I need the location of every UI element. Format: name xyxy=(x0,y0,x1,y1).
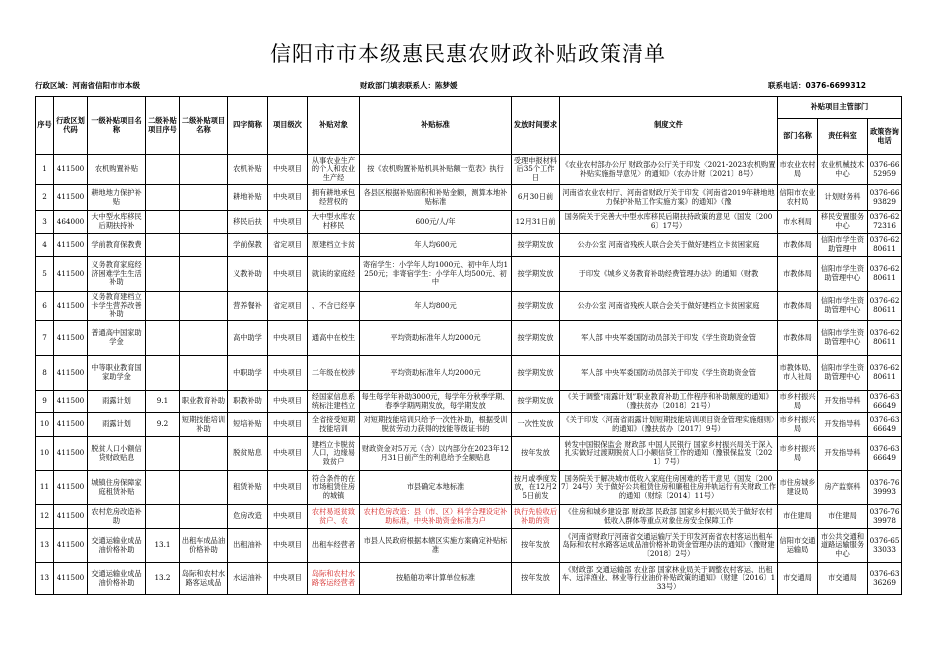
cell-doc: 《财政部 交通运输部 农业部 国家林业局关于调整农村客运、出租车、远洋渔业、林业等行业油价补贴政策的通知》（财建〔2016〕133号） xyxy=(560,563,778,595)
cell-l2seq xyxy=(146,505,180,529)
cell-target: 从事农业生产的个人和农业生产经 xyxy=(308,155,360,185)
cell-office: 信阳市学生资助管理中心 xyxy=(818,292,868,321)
phone-label: 联系电话：0376-6699312 xyxy=(768,81,867,90)
cell-doc: 《河南省财政厅河南省交通运输厅关于印发河南省农村客运出租车岛际和农村水路客运成品油价格补助资金管理办法的通知》（豫财建〔2018〕2号） xyxy=(560,529,778,563)
header-tel: 政策咨询电话 xyxy=(868,119,902,155)
cell-abbr: 职教补助 xyxy=(228,391,268,413)
cell-doc: 《农业农村部办公厅 财政部办公厅关于印发〈2021-2023农机购置补贴实施指导意见〉的通知》（农办计财〔2021〕8号） xyxy=(560,155,778,185)
cell-standard: 按船舶功率计算单位标准 xyxy=(360,563,512,595)
cell-doc: 转发中国银保监会 财政部 中国人民银行 国家乡村振兴局关于深入扎实做好过渡期脱贫人口小额信贷工作的通知（豫银保监发〔2021〕7号） xyxy=(560,437,778,471)
cell-time: 按学期发放 xyxy=(512,292,560,321)
cell-seq: 11 xyxy=(36,471,54,505)
cell-seq: 6 xyxy=(36,292,54,321)
cell-abbr: 学前保教 xyxy=(228,234,268,257)
table-row xyxy=(36,155,902,185)
cell-office: 市公共交通和道路运输服务中心 xyxy=(818,529,868,563)
cell-l2seq xyxy=(146,321,180,356)
cell-time: 按月或季度发放，在12月25日前发 xyxy=(512,471,560,505)
cell-level: 省定项目 xyxy=(268,292,308,321)
table-row xyxy=(36,292,902,321)
cell-dept: 市教体局 xyxy=(778,292,818,321)
cell-l2: 岛际和农村水路客运成品 xyxy=(180,563,228,595)
page-title: 信阳市市本级惠民惠农财政补贴政策清单 xyxy=(270,42,666,66)
cell-l2 xyxy=(180,234,228,257)
cell-abbr: 脱贫贴息 xyxy=(228,437,268,471)
cell-l2seq xyxy=(146,257,180,292)
cell-doc: 国务院关于完善大中型水库移民后期扶持政策的意见（国发〔2006〕17号） xyxy=(560,211,778,234)
cell-level: 中央项目 xyxy=(268,257,308,292)
cell-target: 大中型水库农村移民 xyxy=(308,211,360,234)
cell-l1: 学前教育保教费 xyxy=(88,234,146,257)
cell-level: 中央项目 xyxy=(268,505,308,529)
cell-seq: 13 xyxy=(36,529,54,563)
table-row xyxy=(36,391,902,413)
cell-seq: 4 xyxy=(36,234,54,257)
cell-standard: 按《农机购置补贴机具补贴额一览表》执行 xyxy=(360,155,512,185)
cell-target: 农村易返贫致贫户、农 xyxy=(308,505,360,529)
cell-doc: 国务院关于解决城市低收入家庭住房困难的若干意见（国发〔2007〕24号）关于做好公共租赁住房和廉租住房并轨运行有关财政工作的通知（财综〔2014〕11号） xyxy=(560,471,778,505)
cell-doc: 《关于印发〈河南省雨露计划短期技能培训项目资金管理实施细则〉的通知》（豫扶贫办〔2017〕9号） xyxy=(560,413,778,437)
cell-standard: 市县人民政府根据本辖区实施方案确定补贴标准 xyxy=(360,529,512,563)
cell-l2 xyxy=(180,185,228,211)
cell-l2seq xyxy=(146,211,180,234)
header-dept-group: 补贴项目主管部门 xyxy=(778,97,902,119)
cell-level: 中央项目 xyxy=(268,185,308,211)
cell-standard: 600元/人/年 xyxy=(360,211,512,234)
cell-l1: 雨露计划 xyxy=(88,391,146,413)
cell-dept: 市水利局 xyxy=(778,211,818,234)
cell-doc: 军人部 中央军委国防动员部关于印发《学生资助资金管 xyxy=(560,356,778,391)
cell-l2 xyxy=(180,155,228,185)
cell-target: 经国家信息系统标注建档立 xyxy=(308,391,360,413)
cell-l2 xyxy=(180,356,228,391)
cell-office: 农业机械技术中心 xyxy=(818,155,868,185)
cell-code: 411500 xyxy=(54,185,88,211)
cell-tel: 0376-6280611 xyxy=(868,257,902,292)
header-target: 补贴对象 xyxy=(308,97,360,155)
cell-code: 411500 xyxy=(54,471,88,505)
cell-code: 411500 xyxy=(54,413,88,437)
cell-dept: 信阳市交通运输局 xyxy=(778,529,818,563)
header-level: 项目级次 xyxy=(268,97,308,155)
cell-tel: 0376-6366649 xyxy=(868,413,902,437)
cell-code: 411500 xyxy=(54,391,88,413)
cell-standard: 每生每学年补助3000元，每学年分秋季学期、春季学期两期发放，每学期发放 xyxy=(360,391,512,413)
cell-level: 中央项目 xyxy=(268,529,308,563)
cell-l1: 城镇住房保障家庭租赁补贴 xyxy=(88,471,146,505)
cell-abbr: 危房改造 xyxy=(228,505,268,529)
cell-dept: 市住房城乡建设局 xyxy=(778,471,818,505)
cell-target: 拥有耕地承包经营权的 xyxy=(308,185,360,211)
cell-time: 执行先验收后补助的资 xyxy=(512,505,560,529)
cell-dept: 市教体局 xyxy=(778,257,818,292)
table-row xyxy=(36,437,902,471)
cell-target: 二年级在校涉 xyxy=(308,356,360,391)
cell-l1: 交通运输业成品油价格补助 xyxy=(88,529,146,563)
cell-l2 xyxy=(180,471,228,505)
cell-seq: 7 xyxy=(36,321,54,356)
cell-office: 信阳市学生资助管理中心 xyxy=(818,257,868,292)
cell-time: 按年发放 xyxy=(512,437,560,471)
cell-office: 房产监察科 xyxy=(818,471,868,505)
cell-l1: 耕地地力保护补贴 xyxy=(88,185,146,211)
cell-code: 411500 xyxy=(54,292,88,321)
header-l2: 二级补贴项目名称 xyxy=(180,97,228,155)
table-row xyxy=(36,529,902,563)
table-row xyxy=(36,356,902,391)
cell-l1: 交通运输业成品油价格补助 xyxy=(88,563,146,595)
cell-abbr: 短培补贴 xyxy=(228,413,268,437)
cell-doc: 公办公室 河南省残疾人联合会关于做好建档立卡贫困家庭 xyxy=(560,292,778,321)
cell-l2 xyxy=(180,292,228,321)
cell-time: 按学期发放 xyxy=(512,356,560,391)
cell-time: 一次性发放 xyxy=(512,413,560,437)
cell-abbr: 高中助学 xyxy=(228,321,268,356)
cell-abbr: 水运油补 xyxy=(228,563,268,595)
cell-standard: 年人均600元 xyxy=(360,234,512,257)
header-abbr: 四字简称 xyxy=(228,97,268,155)
cell-l2seq: 13.1 xyxy=(146,529,180,563)
cell-standard: 财政资金对5万元（含）以内部分在2023年12月31日前产生的利息给予全额贴息 xyxy=(360,437,512,471)
cell-office: 信阳市学生资助管理中心 xyxy=(818,321,868,356)
cell-doc: 军人部 中央军委国防动员部关于印发《学生资助资金管 xyxy=(560,321,778,356)
cell-abbr: 中职助学 xyxy=(228,356,268,391)
cell-abbr: 农机补贴 xyxy=(228,155,268,185)
cell-l1: 雨露计划 xyxy=(88,413,146,437)
header-l1: 一级补贴项目名称 xyxy=(88,97,146,155)
contact-label: 财政部门填表联系人：陈梦媛 xyxy=(360,81,458,90)
cell-standard: 平均资助标准年人均2000元 xyxy=(360,356,512,391)
cell-abbr: 移民后扶 xyxy=(228,211,268,234)
cell-target: 岛际和农村水路客运经营者 xyxy=(308,563,360,595)
cell-dept: 市住建局 xyxy=(778,505,818,529)
cell-target: 出租车经营者 xyxy=(308,529,360,563)
table-row xyxy=(36,505,902,529)
cell-dept: 市教体局 xyxy=(778,234,818,257)
table-row xyxy=(36,563,902,595)
cell-l1: 中等职业教育国家助学金 xyxy=(88,356,146,391)
cell-standard: 平均资助标准年人均2000元 xyxy=(360,321,512,356)
cell-time: 按年发放 xyxy=(512,563,560,595)
cell-l2seq xyxy=(146,356,180,391)
cell-office: 移民安置服务中心 xyxy=(818,211,868,234)
cell-doc: 河南省农业农村厅、河南省财政厅关于印发《河南省2019年耕地地力保护补贴工作实施方案》的通知》（豫 xyxy=(560,185,778,211)
cell-code: 411500 xyxy=(54,529,88,563)
policy-table xyxy=(35,96,902,595)
cell-l2seq xyxy=(146,471,180,505)
cell-office: 开发指导科 xyxy=(818,391,868,413)
cell-office: 开发指导科 xyxy=(818,413,868,437)
cell-l2 xyxy=(180,321,228,356)
cell-l1: 大中型水库移民后期扶持补 xyxy=(88,211,146,234)
cell-time: 按年发放 xyxy=(512,529,560,563)
header-time: 发放时间要求 xyxy=(512,97,560,155)
cell-code: 411500 xyxy=(54,257,88,292)
cell-code: 411500 xyxy=(54,437,88,471)
cell-code: 411500 xyxy=(54,321,88,356)
cell-l2seq xyxy=(146,292,180,321)
cell-standard: 农村危房改造：县（市、区）科学合理设定补助标准，中央补助资金标准为户 xyxy=(360,505,512,529)
cell-level: 中央项目 xyxy=(268,413,308,437)
header-seq: 序号 xyxy=(36,97,54,155)
cell-seq: 1 xyxy=(36,155,54,185)
cell-time: 按学期发放 xyxy=(512,257,560,292)
cell-seq: 2 xyxy=(36,185,54,211)
cell-l2 xyxy=(180,437,228,471)
cell-l1: 农机购置补贴 xyxy=(88,155,146,185)
cell-l1: 普通高中国家助学金 xyxy=(88,321,146,356)
cell-l2: 职业教育补助 xyxy=(180,391,228,413)
cell-time: 12月31日前 xyxy=(512,211,560,234)
cell-l1: 义务教育家庭经济困难学生生活补助 xyxy=(88,257,146,292)
cell-code: 411500 xyxy=(54,356,88,391)
cell-office: 开发指导科 xyxy=(818,437,868,471)
cell-time: 按学期发放 xyxy=(512,321,560,356)
cell-code: 411500 xyxy=(54,155,88,185)
cell-tel: 0376-7639993 xyxy=(868,471,902,505)
cell-seq: 8 xyxy=(36,356,54,391)
cell-l2seq xyxy=(146,437,180,471)
cell-tel: 0376-6280611 xyxy=(868,356,902,391)
cell-abbr: 出租油补 xyxy=(228,529,268,563)
cell-doc: 《住房和城乡建设部 财政部 民政部 国家乡村振兴局关于做好农村低收入群体等重点对象住房安全保障工作 xyxy=(560,505,778,529)
cell-tel: 0376-6366649 xyxy=(868,437,902,471)
cell-tel: 0376-6280611 xyxy=(868,234,902,257)
cell-level: 中央项目 xyxy=(268,211,308,234)
cell-time: 受理申报材料后35个工作日 xyxy=(512,155,560,185)
cell-level: 省定项目 xyxy=(268,234,308,257)
cell-level: 中央项目 xyxy=(268,437,308,471)
cell-time: 按学期发放 xyxy=(512,391,560,413)
header-doc: 制度文件 xyxy=(560,97,778,155)
cell-doc: 公办公室 河南省残疾人联合会关于做好建档立卡贫困家庭 xyxy=(560,234,778,257)
cell-l2seq xyxy=(146,185,180,211)
cell-standard: 市县确定本地标准 xyxy=(360,471,512,505)
cell-tel: 0376-6336269 xyxy=(868,563,902,595)
cell-seq: 3 xyxy=(36,211,54,234)
table-row xyxy=(36,211,902,234)
cell-l2: 短期技能培训补助 xyxy=(180,413,228,437)
cell-dept: 市乡村振兴局 xyxy=(778,437,818,471)
cell-standard: 年人均800元 xyxy=(360,292,512,321)
cell-seq: 10 xyxy=(36,437,54,471)
cell-office: 计划财务科 xyxy=(818,185,868,211)
cell-dept: 市农业农村局 xyxy=(778,155,818,185)
cell-l2seq xyxy=(146,234,180,257)
cell-level: 中央项目 xyxy=(268,155,308,185)
cell-target: 就读的家庭经 xyxy=(308,257,360,292)
cell-level: 中央项目 xyxy=(268,321,308,356)
cell-abbr: 耕地补贴 xyxy=(228,185,268,211)
header-code: 行政区划代码 xyxy=(54,97,88,155)
cell-target: 符合条件的在市场租赁住房的城镇 xyxy=(308,471,360,505)
cell-office: 市交通局 xyxy=(818,563,868,595)
cell-l2seq: 9.2 xyxy=(146,413,180,437)
cell-target: 建档立卡脱贫人口，边缘易致贫户 xyxy=(308,437,360,471)
cell-abbr: 义教补助 xyxy=(228,257,268,292)
cell-tel: 0376-6652959 xyxy=(868,155,902,185)
table-row xyxy=(36,185,902,211)
cell-tel: 0376-7639978 xyxy=(868,505,902,529)
cell-dept: 市教体局、市人社局 xyxy=(778,356,818,391)
cell-l2 xyxy=(180,211,228,234)
cell-target: 全省接受短期技能培训 xyxy=(308,413,360,437)
table-row xyxy=(36,413,902,437)
cell-l2seq: 13.2 xyxy=(146,563,180,595)
header-standard: 补贴标准 xyxy=(360,97,512,155)
cell-doc: 《关于调整“雨露计划”职业教育补助工作程序和补助额度的通知》（豫扶贫办〔2018〕21号） xyxy=(560,391,778,413)
cell-l2seq xyxy=(146,155,180,185)
cell-time: 6月30日前 xyxy=(512,185,560,211)
header-office: 责任科室 xyxy=(818,119,868,155)
cell-dept: 信阳市农业农村局 xyxy=(778,185,818,211)
table-row xyxy=(36,471,902,505)
cell-code: 464000 xyxy=(54,211,88,234)
table-row xyxy=(36,321,902,356)
cell-doc: 于印发《城乡义务教育补助经费管理办法》的通知（财教 xyxy=(560,257,778,292)
cell-standard: 对短期技能培训只给予一次性补助，根据受训脱贫劳动力获得的技能等级证书的 xyxy=(360,413,512,437)
cell-seq: 9 xyxy=(36,391,54,413)
cell-standard: 寄宿学生：小学年人均1000元、初中年人均1250元；非寄宿学生：小学年人均500元、初中 xyxy=(360,257,512,292)
cell-standard: 各县区根据补贴面积和补贴金额，测算本地补贴标准 xyxy=(360,185,512,211)
cell-tel: 0376-6693829 xyxy=(868,185,902,211)
header-l2seq: 二级补贴项目序号 xyxy=(146,97,180,155)
cell-dept: 市教体局 xyxy=(778,321,818,356)
cell-target: 通高中在校生 xyxy=(308,321,360,356)
cell-l1: 脱贫人口小额信贷财政贴息 xyxy=(88,437,146,471)
cell-office: 信阳市学生资助管理中 xyxy=(818,234,868,257)
cell-tel: 0376-6366649 xyxy=(868,391,902,413)
cell-dept: 市交通局 xyxy=(778,563,818,595)
table-row xyxy=(36,234,902,257)
cell-level: 中央项目 xyxy=(268,563,308,595)
cell-tel: 0376-6280611 xyxy=(868,292,902,321)
cell-dept: 市乡村振兴局 xyxy=(778,413,818,437)
cell-seq: 10 xyxy=(36,413,54,437)
cell-abbr: 营养餐补 xyxy=(228,292,268,321)
cell-l1: 义务教育建档立卡学生营养改善补助 xyxy=(88,292,146,321)
cell-seq: 13 xyxy=(36,563,54,595)
cell-l2 xyxy=(180,257,228,292)
cell-target: 、不含已经享 xyxy=(308,292,360,321)
cell-l2: 出租车成品油价格补助 xyxy=(180,529,228,563)
cell-tel: 0376-6280611 xyxy=(868,321,902,356)
cell-l1: 农村危房改造补助 xyxy=(88,505,146,529)
cell-code: 411500 xyxy=(54,563,88,595)
cell-level: 中央项目 xyxy=(268,356,308,391)
cell-tel: 0376-6272316 xyxy=(868,211,902,234)
cell-office: 市住建局 xyxy=(818,505,868,529)
cell-dept: 市乡村振兴局 xyxy=(778,391,818,413)
cell-l2seq: 9.1 xyxy=(146,391,180,413)
cell-l2 xyxy=(180,505,228,529)
cell-tel: 0376-6533033 xyxy=(868,529,902,563)
cell-level: 中央项目 xyxy=(268,471,308,505)
cell-level: 中央项目 xyxy=(268,391,308,413)
region-label: 行政区域：河南省信阳市市本级 xyxy=(35,81,140,90)
cell-seq: 12 xyxy=(36,505,54,529)
cell-seq: 5 xyxy=(36,257,54,292)
cell-code: 411500 xyxy=(54,505,88,529)
cell-time: 按学期发放 xyxy=(512,234,560,257)
cell-office: 信阳市学生资助管理中心 xyxy=(818,356,868,391)
cell-target: 原建档立卡贫 xyxy=(308,234,360,257)
cell-code: 411500 xyxy=(54,234,88,257)
cell-abbr: 租赁补贴 xyxy=(228,471,268,505)
header-dept: 部门名称 xyxy=(778,119,818,155)
table-row xyxy=(36,257,902,292)
